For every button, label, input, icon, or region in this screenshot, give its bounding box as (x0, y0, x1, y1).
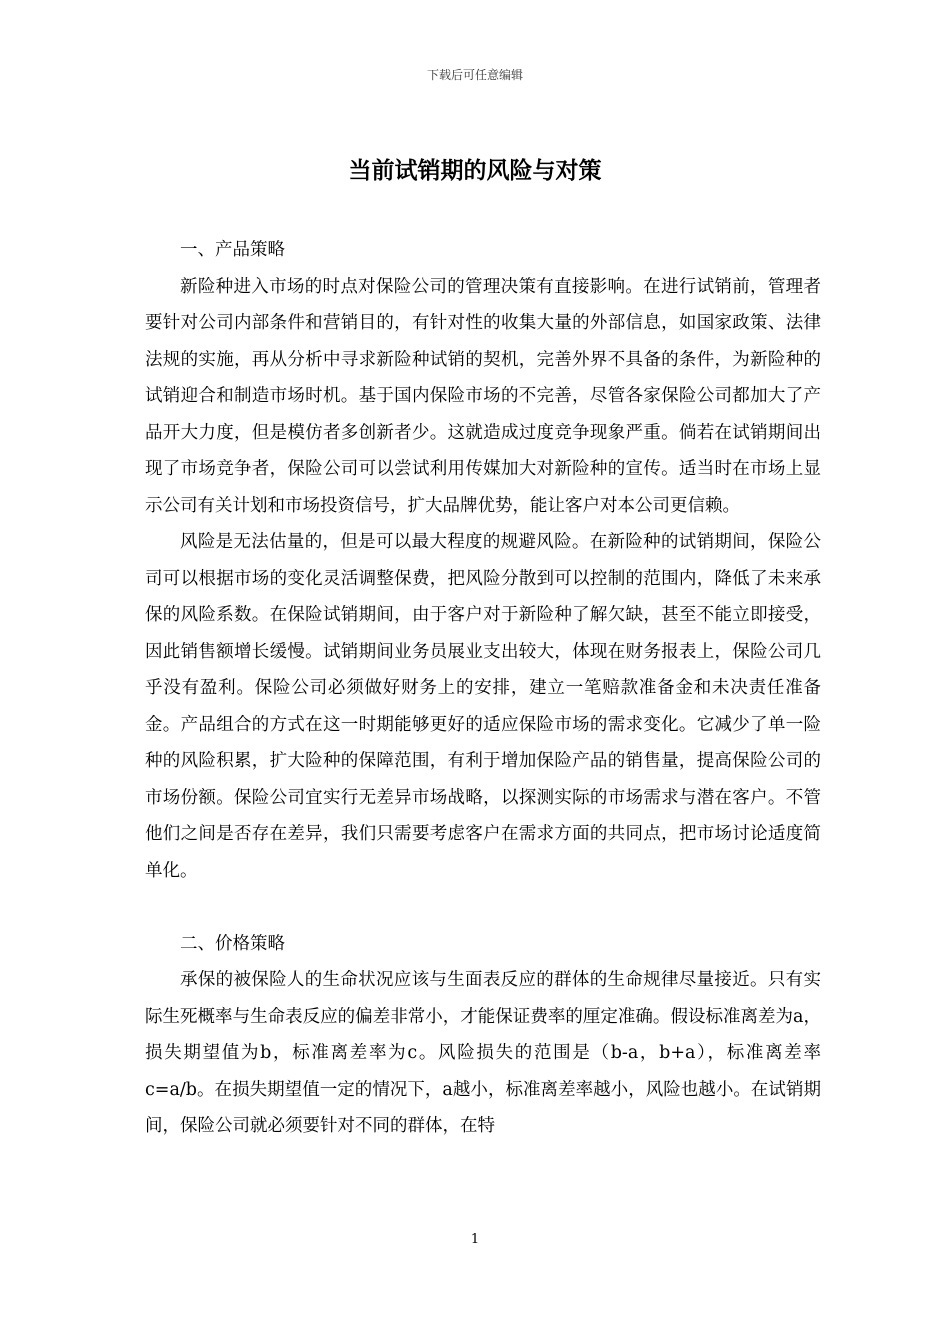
document-body (145, 232, 821, 1145)
document-title: 当前试销期的风险与对策 (348, 158, 602, 184)
page-number: 1 (470, 1232, 480, 1247)
section-heading: 一、产品策略 (180, 240, 285, 260)
section-product-strategy (145, 232, 821, 889)
section-heading: 二、价格策略 (180, 933, 285, 954)
paragraph: 承保的被保险人的生命状况应该与生面表反应的群体的生命规律尽量接近。只有实际生死概率与生命表反应的偏差非常小，才能保证费率的厘定准确。假设标准离差为a，损失期望值为b，标准离差率为c。风险损失的范围是（b-a，b+a），标准离差率 c=a/b。在损失期望值一定的情况下，a越小，标准离差率越小，风险也越小。在试销期间，保险公司就必须要针对不同的群体，在特 (145, 970, 821, 1136)
paragraph: 新险种进入市场的时点对保险公司的管理决策有直接影响。在进行试销前，管理者要针对公司内部条件和营销目的，有针对性的收集大量的外部信息，如国家政策、法律法规的实施，再从分析中寻求新险种试销的契机，完善外界不具备的条件，为新险种的试销迎合和制造市场时机。基于国内保险市场的不完善，尽管各家保险公司都加大了产品开大力度，但是模仿者多创新者少。这就造成过度竞争现象严重。倘若在试销期间出现了市场竞争者，保险公司可以尝试利用传媒加大对新险种的宣传。适当时在市场上显示公司有关计划和市场投资信号，扩大品牌优势，能让客户对本公司更信赖。 (145, 276, 821, 516)
paragraph: 风险是无法估量的，但是可以最大程度的规避风险。在新险种的试销期间，保险公司可以根据市场的变化灵活调整保费，把风险分散到可以控制的范围内，降低了未来承保的风险系数。在保险试销期间，由于客户对于新险种了解欠缺，甚至不能立即接受，因此销售额增长缓慢。试销期间业务员展业支出较大，体现在财务报表上，保险公司几乎没有盈利。保险公司必须做好财务上的安排，建立一笔赔款准备金和未决责任准备金。产品组合的方式在这一时期能够更好的适应保险市场的需求变化。它减少了单一险种的风险积累，扩大险种的保障范围，有利于增加保险产品的销售量，提高保险公司的市场份额。保险公司宜实行无差异市场战略，以探测实际的市场需求与潜在客户。不管他们之间是否存在差异，我们只需要考虑客户在需求方面的共同点，把市场讨论适度简单化。 (145, 532, 821, 881)
section-price-strategy (145, 926, 821, 1145)
header-note: 下载后可任意编辑 (426, 68, 523, 82)
section-gap (145, 889, 821, 926)
